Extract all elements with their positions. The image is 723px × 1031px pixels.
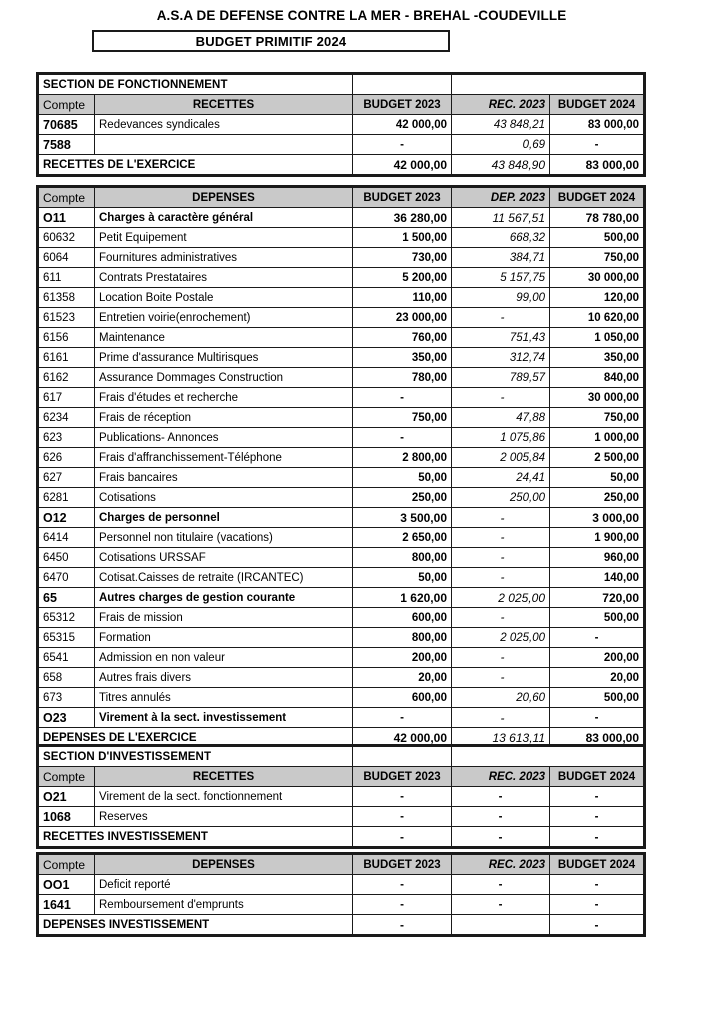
cell-budget-2023: 1 500,00: [353, 228, 452, 248]
cell-budget-2024: 250,00: [550, 488, 644, 508]
cell-compte: 6414: [39, 528, 95, 548]
cell-budget-2023: -: [353, 428, 452, 448]
cell-dep-2023: -: [452, 568, 550, 588]
total-label: DEPENSES INVESTISSEMENT: [39, 915, 353, 935]
column-header-budget-2024: BUDGET 2024: [550, 95, 644, 115]
cell-budget-2023: -: [353, 388, 452, 408]
cell-label: Autres charges de gestion courante: [95, 588, 353, 608]
total-rec-2023: -: [452, 827, 550, 847]
cell-label: Reserves: [95, 807, 353, 827]
column-header-compte: Compte: [39, 188, 95, 208]
cell-compte: 65312: [39, 608, 95, 628]
cell-budget-2023: 250,00: [353, 488, 452, 508]
cell-budget-2024: 200,00: [550, 648, 644, 668]
total-row: [39, 915, 644, 935]
column-header-budget-2024: BUDGET 2024: [550, 188, 644, 208]
cell-compte: 6234: [39, 408, 95, 428]
cell-dep-2023: 5 157,75: [452, 268, 550, 288]
cell-budget-2023: 350,00: [353, 348, 452, 368]
cell-label: Frais d'affranchissement-Téléphone: [95, 448, 353, 468]
cell-budget-2024: -: [550, 895, 644, 915]
total-label: DEPENSES DE L'EXERCICE: [39, 728, 353, 748]
cell-compte: 658: [39, 668, 95, 688]
table-row: [39, 115, 644, 135]
cell-budget-2023: 36 280,00: [353, 208, 452, 228]
cell-label: Virement de la sect. fonctionnement: [95, 787, 353, 807]
cell-label: Autres frais divers: [95, 668, 353, 688]
column-header-budget-2023: BUDGET 2023: [353, 855, 452, 875]
cell-budget-2023: 800,00: [353, 628, 452, 648]
cell-compte: 6162: [39, 368, 95, 388]
cell-label: Cotisations URSSAF: [95, 548, 353, 568]
cell-budget-2024: 2 500,00: [550, 448, 644, 468]
table-row: [39, 787, 644, 807]
table-investissement-recettes: [38, 746, 644, 847]
cell-dep-2023: -: [452, 308, 550, 328]
table-row: [39, 548, 644, 568]
cell-budget-2024: 840,00: [550, 368, 644, 388]
organization-title: A.S.A DE DEFENSE CONTRE LA MER - BREHAL -COUDEVILLE: [156, 8, 567, 23]
column-header-row: [39, 855, 644, 875]
cell-budget-2024: 500,00: [550, 688, 644, 708]
table-fonctionnement-depenses: [38, 187, 644, 748]
total-label: RECETTES DE L'EXERCICE: [39, 155, 353, 175]
cell-label: Charges de personnel: [95, 508, 353, 528]
cell-dep-2023: 2 005,84: [452, 448, 550, 468]
total-dep-2023: 13 613,11: [452, 728, 550, 748]
cell-label: Location Boite Postale: [95, 288, 353, 308]
cell-label: Personnel non titulaire (vacations): [95, 528, 353, 548]
cell-dep-2023: 1 075,86: [452, 428, 550, 448]
cell-budget-2023: 780,00: [353, 368, 452, 388]
cell-dep-2023: 99,00: [452, 288, 550, 308]
column-header-row: [39, 767, 644, 787]
cell-label: Formation: [95, 628, 353, 648]
cell-budget-2023: 50,00: [353, 468, 452, 488]
cell-label: Redevances syndicales: [95, 115, 353, 135]
cell-budget-2024: 120,00: [550, 288, 644, 308]
cell-compte: 6450: [39, 548, 95, 568]
table-row: [39, 228, 644, 248]
cell-compte: O12: [39, 508, 95, 528]
cell-rec-2023: 0,69: [452, 135, 550, 155]
cell-rec-2023: -: [452, 895, 550, 915]
total-rec-2023: [452, 915, 550, 935]
cell-budget-2023: 50,00: [353, 568, 452, 588]
cell-budget-2024: 720,00: [550, 588, 644, 608]
cell-compte: 65: [39, 588, 95, 608]
table-investissement-depenses: [38, 854, 644, 935]
cell-budget-2023: 760,00: [353, 328, 452, 348]
cell-budget-2024: 750,00: [550, 248, 644, 268]
cell-label: Cotisat.Caisses de retraite (IRCANTEC): [95, 568, 353, 588]
cell-budget-2023: 750,00: [353, 408, 452, 428]
column-header-label: RECETTES: [95, 767, 353, 787]
table-row: [39, 528, 644, 548]
cell-budget-2023: 2 800,00: [353, 448, 452, 468]
table-row: [39, 428, 644, 448]
cell-budget-2024: 30 000,00: [550, 268, 644, 288]
cell-budget-2024: 1 900,00: [550, 528, 644, 548]
table-row: [39, 248, 644, 268]
cell-budget-2024: 1 050,00: [550, 328, 644, 348]
cell-label: Assurance Dommages Construction: [95, 368, 353, 388]
cell-label: [95, 135, 353, 155]
table-row: [39, 648, 644, 668]
total-budget-2023: 42 000,00: [353, 728, 452, 748]
table-row: [39, 448, 644, 468]
cell-dep-2023: -: [452, 608, 550, 628]
table-row: [39, 468, 644, 488]
cell-label: Entretien voirie(enrochement): [95, 308, 353, 328]
section-title-row: [39, 75, 644, 95]
column-header-compte: Compte: [39, 95, 95, 115]
column-header-compte: Compte: [39, 767, 95, 787]
cell-compte: 626: [39, 448, 95, 468]
table-row: [39, 388, 644, 408]
cell-compte: 6281: [39, 488, 95, 508]
table-row: [39, 608, 644, 628]
cell-label: Frais bancaires: [95, 468, 353, 488]
cell-budget-2024: 1 000,00: [550, 428, 644, 448]
cell-budget-2023: 1 620,00: [353, 588, 452, 608]
total-budget-2024: -: [550, 915, 644, 935]
cell-label: Virement à la sect. investissement: [95, 708, 353, 728]
cell-budget-2023: 2 650,00: [353, 528, 452, 548]
cell-budget-2023: 110,00: [353, 288, 452, 308]
cell-budget-2024: -: [550, 135, 644, 155]
cell-dep-2023: -: [452, 648, 550, 668]
cell-compte: O23: [39, 708, 95, 728]
cell-compte: 61523: [39, 308, 95, 328]
column-header-label: DEPENSES: [95, 855, 353, 875]
table-row: [39, 628, 644, 648]
section-title-row: [39, 747, 644, 767]
cell-dep-2023: 24,41: [452, 468, 550, 488]
cell-dep-2023: 2 025,00: [452, 588, 550, 608]
column-header-label: RECETTES: [95, 95, 353, 115]
total-budget-2024: -: [550, 827, 644, 847]
cell-budget-2024: -: [550, 628, 644, 648]
total-budget-2024: 83 000,00: [550, 728, 644, 748]
cell-rec-2023: -: [452, 787, 550, 807]
cell-dep-2023: 789,57: [452, 368, 550, 388]
column-header-rec-2023: REC. 2023: [452, 95, 550, 115]
total-budget-2024: 83 000,00: [550, 155, 644, 175]
table-row: [39, 688, 644, 708]
cell-budget-2023: -: [353, 787, 452, 807]
cell-dep-2023: 2 025,00: [452, 628, 550, 648]
cell-compte: 627: [39, 468, 95, 488]
group-row: [39, 708, 644, 728]
cell-compte: 7588: [39, 135, 95, 155]
cell-label: Publications- Annonces: [95, 428, 353, 448]
column-header-compte: Compte: [39, 855, 95, 875]
group-row: [39, 508, 644, 528]
cell-compte: 61358: [39, 288, 95, 308]
total-budget-2023: 42 000,00: [353, 155, 452, 175]
cell-budget-2023: 800,00: [353, 548, 452, 568]
section-title: SECTION DE FONCTIONNEMENT: [39, 75, 353, 95]
cell-budget-2024: 20,00: [550, 668, 644, 688]
cell-rec-2023: 43 848,21: [452, 115, 550, 135]
cell-compte: 673: [39, 688, 95, 708]
cell-budget-2024: 350,00: [550, 348, 644, 368]
cell-budget-2023: -: [353, 875, 452, 895]
section-title: SECTION D'INVESTISSEMENT: [39, 747, 353, 767]
cell-budget-2024: 140,00: [550, 568, 644, 588]
table-row: [39, 368, 644, 388]
table-row: [39, 308, 644, 328]
cell-compte: 60632: [39, 228, 95, 248]
section-fonctionnement-depenses: [36, 185, 646, 750]
section-title-spacer-1: [353, 75, 452, 95]
cell-label: Maintenance: [95, 328, 353, 348]
cell-compte: 6156: [39, 328, 95, 348]
cell-label: Petit Equipement: [95, 228, 353, 248]
table-row: [39, 875, 644, 895]
cell-budget-2023: 200,00: [353, 648, 452, 668]
total-row: [39, 155, 644, 175]
table-row: [39, 807, 644, 827]
cell-dep-2023: 668,32: [452, 228, 550, 248]
column-header-budget-2024: BUDGET 2024: [550, 855, 644, 875]
cell-rec-2023: -: [452, 807, 550, 827]
cell-label: Prime d'assurance Multirisques: [95, 348, 353, 368]
cell-budget-2024: 750,00: [550, 408, 644, 428]
cell-label: Cotisations: [95, 488, 353, 508]
cell-dep-2023: -: [452, 508, 550, 528]
cell-budget-2024: 500,00: [550, 228, 644, 248]
cell-dep-2023: 312,74: [452, 348, 550, 368]
cell-compte: O21: [39, 787, 95, 807]
cell-compte: 6470: [39, 568, 95, 588]
cell-budget-2024: 83 000,00: [550, 115, 644, 135]
cell-compte: 1068: [39, 807, 95, 827]
cell-compte: O11: [39, 208, 95, 228]
cell-budget-2023: 23 000,00: [353, 308, 452, 328]
cell-budget-2023: 20,00: [353, 668, 452, 688]
column-header-rec-2023: REC. 2023: [452, 767, 550, 787]
column-header-rec-2023: REC. 2023: [452, 855, 550, 875]
cell-budget-2024: -: [550, 708, 644, 728]
table-row: [39, 568, 644, 588]
cell-dep-2023: 250,00: [452, 488, 550, 508]
cell-compte: 6064: [39, 248, 95, 268]
cell-budget-2024: 960,00: [550, 548, 644, 568]
cell-budget-2023: 600,00: [353, 608, 452, 628]
cell-budget-2023: 3 500,00: [353, 508, 452, 528]
section-title-spacer-1: [353, 747, 452, 767]
cell-budget-2023: 5 200,00: [353, 268, 452, 288]
total-budget-2023: -: [353, 827, 452, 847]
cell-compte: 6161: [39, 348, 95, 368]
cell-budget-2024: -: [550, 807, 644, 827]
cell-budget-2023: -: [353, 807, 452, 827]
cell-label: Charges à caractère général: [95, 208, 353, 228]
cell-label: Titres annulés: [95, 688, 353, 708]
cell-budget-2024: 30 000,00: [550, 388, 644, 408]
table-row: [39, 268, 644, 288]
group-row: [39, 208, 644, 228]
cell-compte: 6541: [39, 648, 95, 668]
cell-label: Admission en non valeur: [95, 648, 353, 668]
cell-label: Frais de réception: [95, 408, 353, 428]
column-header-row: [39, 95, 644, 115]
cell-compte: 611: [39, 268, 95, 288]
total-rec-2023: 43 848,90: [452, 155, 550, 175]
cell-label: Remboursement d'emprunts: [95, 895, 353, 915]
group-row: [39, 588, 644, 608]
cell-rec-2023: -: [452, 875, 550, 895]
cell-compte: 617: [39, 388, 95, 408]
cell-budget-2023: 600,00: [353, 688, 452, 708]
cell-compte: OO1: [39, 875, 95, 895]
table-row: [39, 135, 644, 155]
section-fonctionnement-recettes: [36, 72, 646, 177]
section-investissement-depenses: [36, 852, 646, 937]
table-row: [39, 408, 644, 428]
table-row: [39, 488, 644, 508]
section-investissement-recettes: [36, 744, 646, 849]
cell-label: Fournitures administratives: [95, 248, 353, 268]
cell-budget-2024: 78 780,00: [550, 208, 644, 228]
cell-dep-2023: -: [452, 708, 550, 728]
cell-budget-2023: 730,00: [353, 248, 452, 268]
table-row: [39, 668, 644, 688]
cell-compte: 1641: [39, 895, 95, 915]
column-header-budget-2023: BUDGET 2023: [353, 767, 452, 787]
cell-budget-2024: 10 620,00: [550, 308, 644, 328]
cell-dep-2023: 47,88: [452, 408, 550, 428]
cell-budget-2023: -: [353, 708, 452, 728]
table-row: [39, 348, 644, 368]
column-header-label: DEPENSES: [95, 188, 353, 208]
total-row: [39, 827, 644, 847]
table-row: [39, 328, 644, 348]
cell-dep-2023: -: [452, 528, 550, 548]
table-row: [39, 895, 644, 915]
cell-compte: 65315: [39, 628, 95, 648]
cell-label: Frais d'études et recherche: [95, 388, 353, 408]
cell-label: Contrats Prestataires: [95, 268, 353, 288]
cell-budget-2023: -: [353, 135, 452, 155]
table-row: [39, 288, 644, 308]
total-budget-2023: -: [353, 915, 452, 935]
budget-title-box: [92, 30, 450, 52]
cell-budget-2024: 3 000,00: [550, 508, 644, 528]
column-header-budget-2023: BUDGET 2023: [353, 188, 452, 208]
cell-label: Deficit reporté: [95, 875, 353, 895]
column-header-row: [39, 188, 644, 208]
cell-compte: 623: [39, 428, 95, 448]
column-header-dep-2023: DEP. 2023: [452, 188, 550, 208]
cell-dep-2023: -: [452, 388, 550, 408]
cell-dep-2023: -: [452, 548, 550, 568]
cell-budget-2023: -: [353, 895, 452, 915]
cell-dep-2023: 20,60: [452, 688, 550, 708]
cell-dep-2023: -: [452, 668, 550, 688]
cell-budget-2023: 42 000,00: [353, 115, 452, 135]
section-title-spacer-2: [452, 75, 644, 95]
total-label: RECETTES INVESTISSEMENT: [39, 827, 353, 847]
cell-budget-2024: -: [550, 875, 644, 895]
cell-budget-2024: 50,00: [550, 468, 644, 488]
column-header-budget-2023: BUDGET 2023: [353, 95, 452, 115]
cell-label: Frais de mission: [95, 608, 353, 628]
cell-dep-2023: 751,43: [452, 328, 550, 348]
section-title-spacer-2: [452, 747, 644, 767]
budget-title-text: BUDGET PRIMITIF 2024: [195, 33, 347, 49]
cell-budget-2024: -: [550, 787, 644, 807]
cell-dep-2023: 11 567,51: [452, 208, 550, 228]
cell-dep-2023: 384,71: [452, 248, 550, 268]
cell-compte: 70685: [39, 115, 95, 135]
cell-budget-2024: 500,00: [550, 608, 644, 628]
column-header-budget-2024: BUDGET 2024: [550, 767, 644, 787]
table-fonctionnement-recettes: [38, 74, 644, 175]
